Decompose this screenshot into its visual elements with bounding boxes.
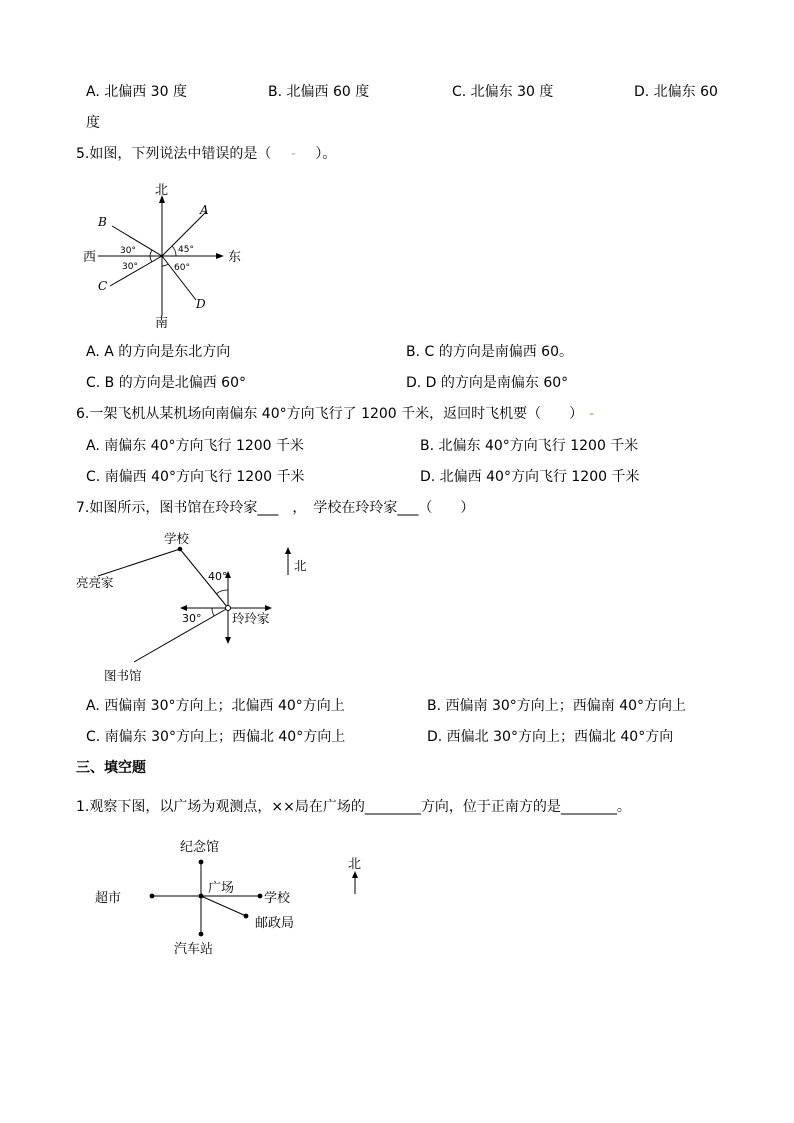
label-bus-station: 汽车站 — [174, 942, 214, 957]
arc-library — [212, 608, 214, 616]
q4-option-b: B. 北偏西 60 度 — [268, 84, 370, 100]
east-arrowhead — [216, 253, 224, 259]
q7-stem: 7.如图所示，图书馆在玲玲家___ ， 学校在玲玲家___（ ） — [76, 500, 475, 516]
arc-c — [150, 256, 152, 262]
label-point-d: D — [196, 297, 206, 311]
section-title: 三、填空题 — [76, 760, 146, 776]
memorial-point — [199, 860, 204, 865]
q5-stem-end: ）。 — [315, 146, 337, 162]
bus-station-point — [199, 932, 204, 937]
lingling-w-arrow — [180, 605, 187, 611]
q7-map-diagram — [74, 528, 324, 688]
q7-option-a: A. 西偏南 30°方向上；北偏西 40°方向上 — [86, 698, 345, 714]
angle-d-label: 60° — [174, 263, 190, 273]
label-north: 北 — [348, 857, 362, 872]
lingling-point — [226, 606, 231, 611]
arc-a — [172, 246, 176, 256]
line-post-office — [201, 896, 246, 916]
q5-option-c: C. B 的方向是北偏西 60° — [86, 375, 246, 391]
q5-option-a: A. A 的方向是东北方向 — [86, 344, 231, 360]
label-school: 学校 — [164, 531, 190, 546]
q6-option-b: B. 北偏东 40°方向飞行 1200 千米 — [420, 438, 639, 454]
q6-option-d: D. 北偏西 40°方向飞行 1200 千米 — [420, 469, 640, 485]
angle-school-label: 40° — [208, 570, 228, 583]
q5-option-b: B. C 的方向是南偏西 60。 — [406, 344, 573, 360]
square-point — [199, 894, 204, 899]
arc-school — [216, 590, 228, 594]
angle-c-label: 30° — [122, 262, 138, 272]
label-supermarket: 超市 — [95, 891, 122, 906]
label-south: 南 — [155, 316, 169, 331]
label-memorial: 纪念馆 — [180, 840, 220, 855]
f1-stem: 1.观察下图，以广场为观测点，××局在广场的________方向，位于正南方的是________。 — [76, 799, 631, 815]
school-point — [258, 894, 263, 899]
angle-b-label: 30° — [120, 246, 136, 256]
angle-library-label: 30° — [182, 612, 202, 625]
line-liangliang — [98, 549, 180, 576]
angle-a-label: 45° — [178, 245, 194, 255]
arc-d — [162, 264, 168, 266]
post-office-point — [244, 914, 249, 919]
label-lingling: 玲玲家 — [232, 611, 270, 626]
q5-compass-diagram — [78, 178, 258, 333]
label-library: 图书馆 — [104, 668, 142, 683]
q6-stem-text: 6.一架飞机从某机场向南偏东 40°方向飞行了 1200 千米，返回时飞机要（ ） — [76, 406, 584, 422]
label-point-b: B — [98, 215, 107, 229]
q4-option-a: A. 北偏西 30 度 — [86, 84, 187, 100]
q4-option-d-wrap: 度 — [86, 115, 100, 131]
label-liangliang: 亮亮家 — [76, 575, 114, 590]
q6-option-a: A. 南偏东 40°方向飞行 1200 千米 — [86, 438, 305, 454]
label-point-a: A — [200, 203, 209, 217]
north-indicator-arrow — [352, 871, 358, 878]
q7-option-b: B. 西偏南 30°方向上；西偏南 40°方向上 — [427, 698, 687, 714]
label-west: 西 — [83, 250, 97, 265]
q6-option-c: C. 南偏西 40°方向飞行 1200 千米 — [86, 469, 305, 485]
q4-option-d: D. 北偏东 60 — [634, 84, 718, 100]
supermarket-point — [150, 894, 155, 899]
line-library — [134, 608, 228, 662]
label-north: 北 — [294, 558, 307, 573]
q7-option-d: D. 西偏北 30°方向上；西偏北 40°方向 — [427, 729, 674, 745]
label-square: 广场 — [208, 881, 235, 896]
north-indicator-arrow — [285, 547, 291, 554]
f1-map-diagram — [90, 832, 362, 962]
q6-stem — [76, 405, 594, 423]
lingling-s-arrow — [225, 637, 231, 644]
q6-stem-mark: - — [589, 406, 595, 422]
q5-option-d: D. D 的方向是南偏东 60° — [406, 375, 569, 391]
label-north: 北 — [155, 183, 169, 198]
label-school: 学校 — [264, 891, 291, 906]
q5-blank-mark: - — [290, 146, 296, 162]
label-point-c: C — [98, 279, 108, 293]
school-point — [178, 547, 183, 552]
q4-option-c: C. 北偏东 30 度 — [452, 84, 554, 100]
q5-stem — [76, 145, 336, 163]
q5-stem-text: 5.如图，下列说法中错误的是（ — [76, 146, 272, 162]
q7-option-c: C. 南偏东 30°方向上；西偏北 40°方向上 — [86, 729, 346, 745]
label-post-office: 邮政局 — [255, 916, 295, 931]
label-east: 东 — [228, 250, 242, 265]
arc-b — [150, 250, 152, 256]
